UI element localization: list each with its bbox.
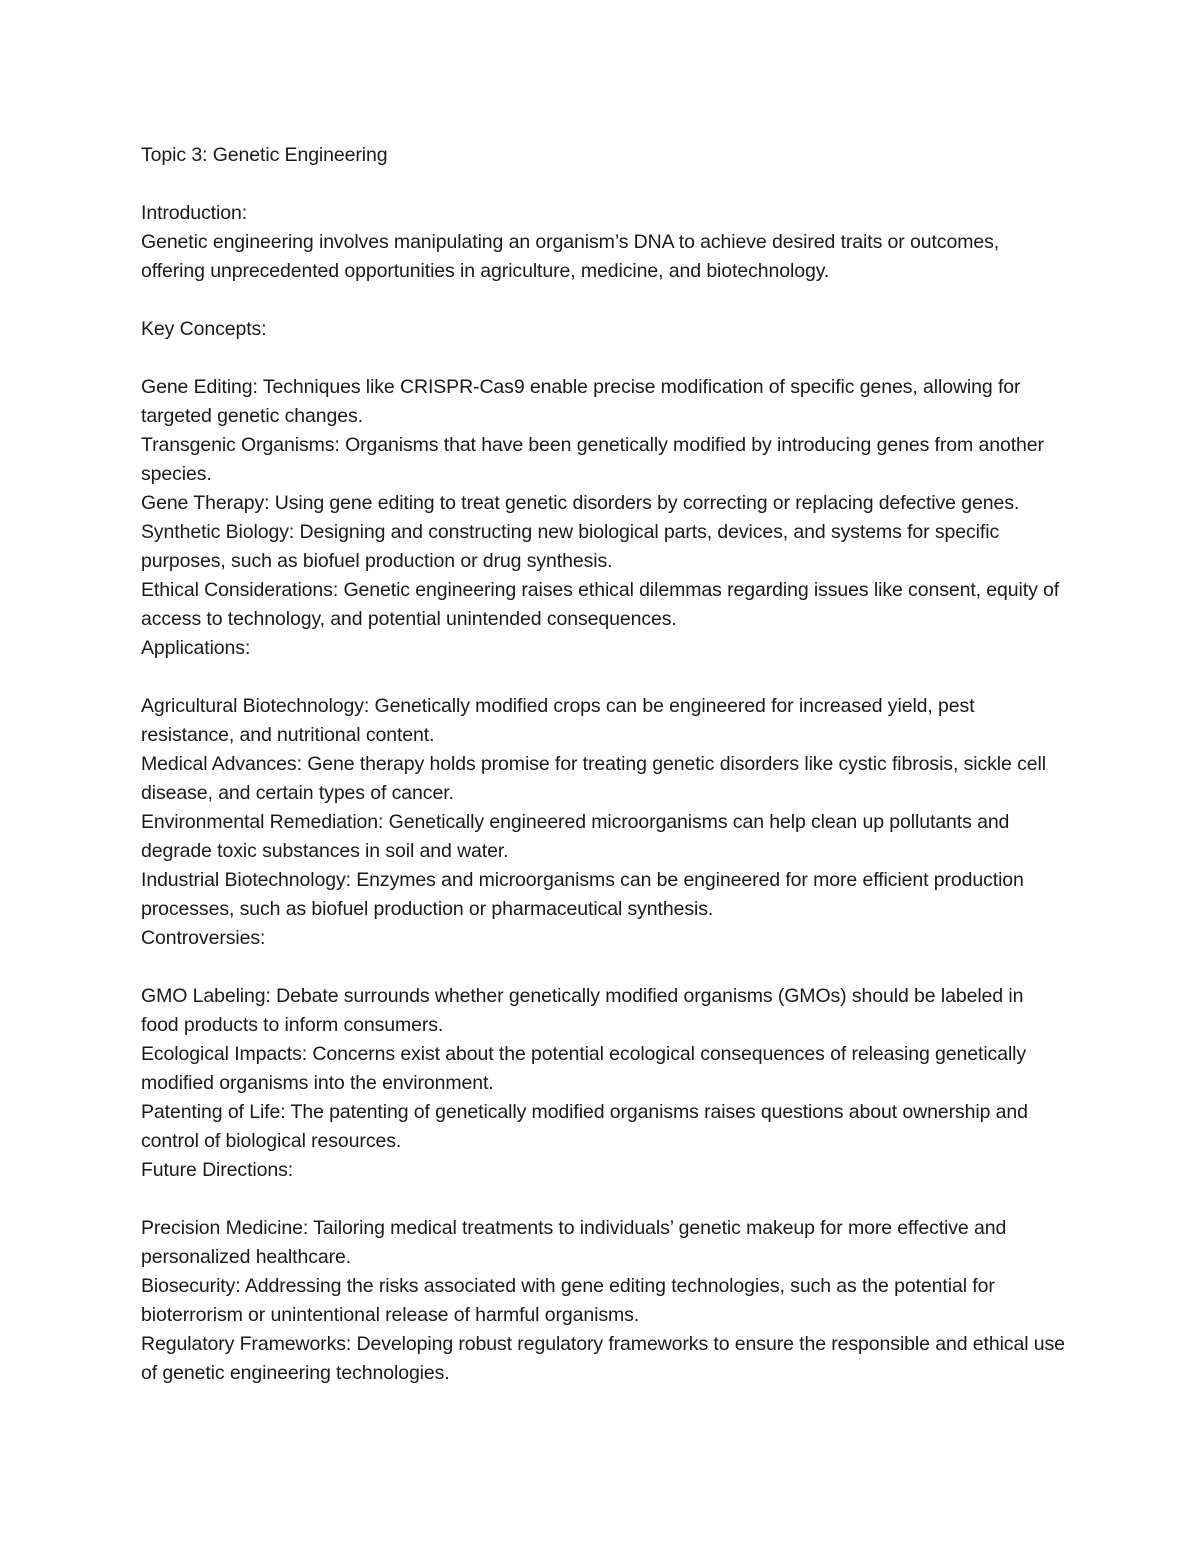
intro-heading: Introduction: — [141, 202, 248, 224]
blank-line — [141, 286, 1066, 315]
blank-line — [141, 663, 1066, 692]
applications-heading: Applications: — [141, 637, 251, 659]
future-direction-item: Biosecurity: Addressing the risks associated with gene editing technologies, such as the potential for bioterrorism or unintentional release of harmful organisms. — [141, 1275, 995, 1326]
future-directions-heading: Future Directions: — [141, 1159, 294, 1181]
controversy-item: Patenting of Life: The patenting of genetically modified organisms raises questions about ownership and control of biological resources. — [141, 1101, 1028, 1152]
application-item: Industrial Biotechnology: Enzymes and microorganisms can be engineered for more efficient production processes, such as biofuel production or pharmaceutical synthesis. — [141, 869, 1024, 920]
blank-line — [141, 344, 1066, 373]
blank-line — [141, 953, 1066, 982]
future-direction-item: Precision Medicine: Tailoring medical treatments to individuals’ genetic makeup for more effective and personalized healthcare. — [141, 1217, 1007, 1268]
key-concept-item: Transgenic Organisms: Organisms that have been genetically modified by introducing genes from another species. — [141, 434, 1044, 485]
blank-line — [141, 170, 1066, 199]
document-body — [141, 141, 1066, 1388]
controversy-item: GMO Labeling: Debate surrounds whether genetically modified organisms (GMOs) should be labeled in food products to inform consumers. — [141, 985, 1024, 1036]
key-concepts-heading: Key Concepts: — [141, 318, 267, 340]
application-item: Medical Advances: Gene therapy holds promise for treating genetic disorders like cystic fibrosis, sickle cell disease, and certain types of cancer. — [141, 753, 1046, 804]
key-concept-item: Gene Editing: Techniques like CRISPR-Cas9 enable precise modification of specific genes, allowing for targeted genetic changes. — [141, 376, 1021, 427]
intro-paragraph: Genetic engineering involves manipulating an organism’s DNA to achieve desired traits or outcomes, offering unprecedented opportunities in agriculture, medicine, and biotechnology. — [141, 231, 1000, 282]
application-item: Environmental Remediation: Genetically engineered microorganisms can help clean up pollutants and degrade toxic substances in soil and water. — [141, 811, 1010, 862]
key-concept-item: Gene Therapy: Using gene editing to treat genetic disorders by correcting or replacing defective genes. — [141, 492, 1020, 514]
controversies-heading: Controversies: — [141, 927, 266, 949]
blank-line — [141, 1185, 1066, 1214]
key-concept-item: Ethical Considerations: Genetic engineering raises ethical dilemmas regarding issues like consent, equity of access to technology, and potential unintended consequences. — [141, 579, 1060, 630]
key-concept-item: Synthetic Biology: Designing and constructing new biological parts, devices, and systems for specific purposes, such as biofuel production or drug synthesis. — [141, 521, 1000, 572]
controversy-item: Ecological Impacts: Concerns exist about the potential ecological consequences of releasing genetically modified organisms into the environment. — [141, 1043, 1027, 1094]
document-title: Topic 3: Genetic Engineering — [141, 144, 388, 166]
future-direction-item: Regulatory Frameworks: Developing robust regulatory frameworks to ensure the responsible and ethical use of genetic engineering technologies. — [141, 1333, 1065, 1384]
application-item: Agricultural Biotechnology: Genetically modified crops can be engineered for increased yield, pest resistance, and nutritional content. — [141, 695, 975, 746]
